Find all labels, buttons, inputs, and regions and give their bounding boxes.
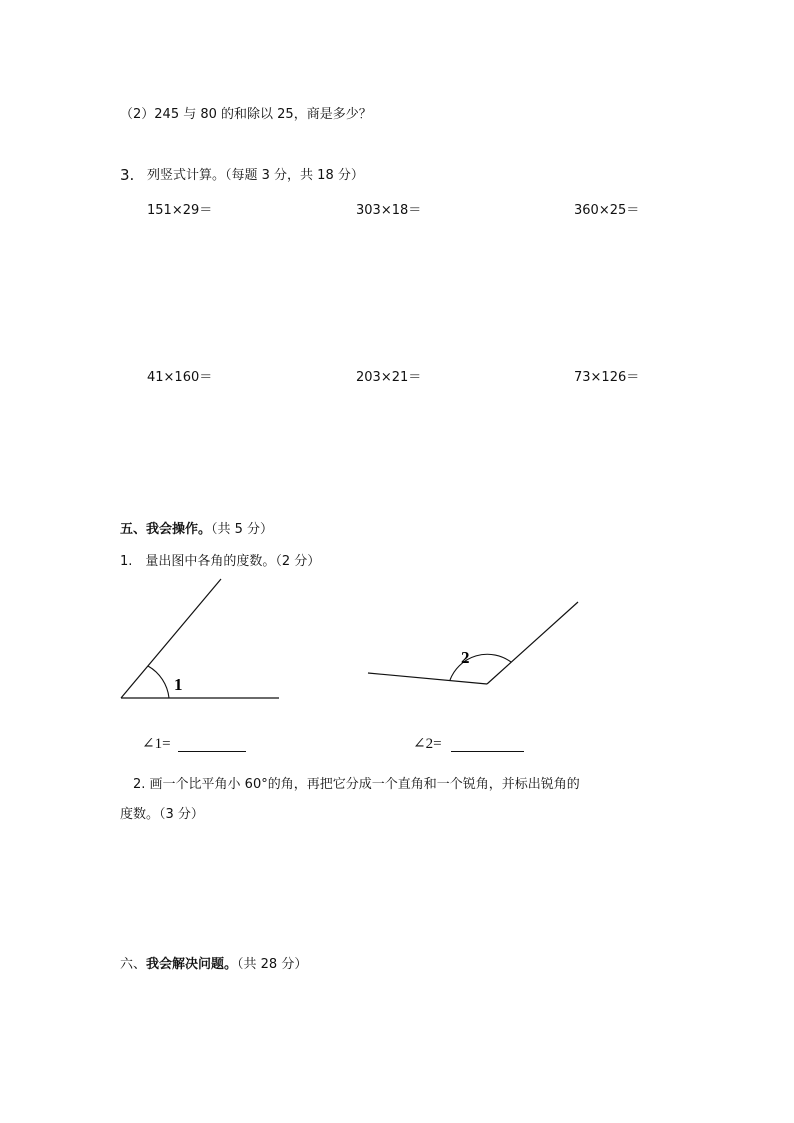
angle-2-figure	[368, 602, 578, 684]
part5-question-2-line1: 2. 画一个比平角小 60°的角，再把它分成一个直角和一个锐角，并标出锐角的	[133, 777, 580, 792]
section-6-heading	[120, 957, 307, 973]
section-6-prefix: 六、	[120, 957, 147, 972]
question-3-number: 3.	[120, 166, 135, 184]
calc-expression: 303×18＝	[356, 203, 422, 218]
angle-1-answer-blank[interactable]	[178, 751, 246, 752]
part5-question-2-line2: 度数。（3 分）	[120, 807, 204, 822]
angle-1-upper-ray	[121, 579, 221, 698]
question-3-title: 列竖式计算。（每题 3 分，共 18 分）	[147, 168, 364, 183]
calc-expression: 203×21＝	[356, 370, 422, 385]
angle-2-label: 2	[461, 648, 470, 667]
section-6-title: 我会解决问题。	[146, 957, 238, 972]
calc-expression: 151×29＝	[147, 203, 213, 218]
angle-2-left-ray	[368, 673, 487, 684]
angle-2-right-ray	[487, 602, 578, 684]
angle-1-label: 1	[174, 675, 183, 694]
angle-2-answer-label: ∠2=	[413, 736, 442, 752]
calc-expression: 41×160＝	[147, 370, 213, 385]
section-5-points: （共 5 分）	[211, 522, 274, 537]
part5-question-1: 1. 量出图中各角的度数。（2 分）	[120, 554, 321, 569]
question-item-2: （2）245 与 80 的和除以 25，商是多少？	[120, 107, 372, 122]
angle-1-figure	[121, 579, 279, 698]
section-6-points: （共 28 分）	[237, 957, 308, 972]
angle-2-answer-blank[interactable]	[451, 751, 524, 752]
calc-expression: 360×25＝	[574, 203, 640, 218]
angle-1-answer-label: ∠1=	[142, 736, 171, 752]
angle-2-arc	[450, 654, 511, 680]
section-5-title: 五、我会操作。	[120, 522, 212, 537]
calc-expression: 73×126＝	[574, 370, 640, 385]
angle-1-arc	[148, 666, 169, 698]
